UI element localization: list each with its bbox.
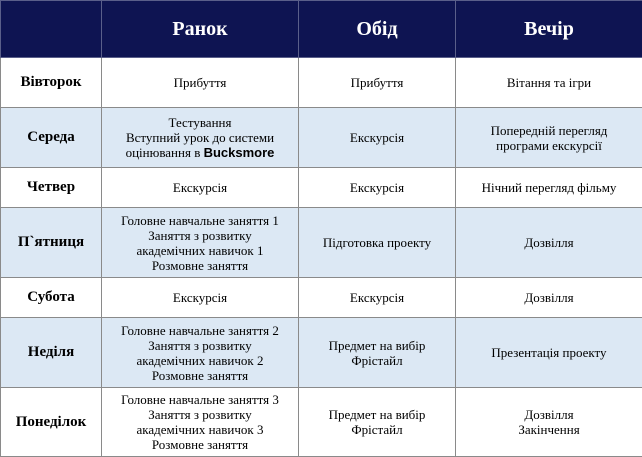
day-label: Середа: [1, 108, 102, 168]
cell-line: Тестування: [106, 115, 294, 130]
cell-line: Вітання та ігри: [460, 75, 638, 90]
table-row: [1, 208, 642, 278]
afternoon-cell: [299, 318, 456, 388]
morning-cell: [102, 278, 299, 318]
cell-line: Фрістайл: [303, 353, 451, 368]
afternoon-cell: [299, 278, 456, 318]
header-evening: Вечір: [456, 1, 642, 58]
cell-line: Розмовне заняття: [106, 368, 294, 383]
morning-cell: [102, 208, 299, 278]
cell-line: Дозвілля: [460, 235, 638, 250]
afternoon-cell: [299, 168, 456, 208]
table-row: [1, 168, 642, 208]
cell-line: Прибуття: [303, 75, 451, 90]
cell-line: Дозвілля: [460, 290, 638, 305]
cell-line-with-brand: [106, 145, 294, 160]
cell-line: Заняття з розвитку: [106, 407, 294, 422]
table-row: [1, 388, 642, 457]
afternoon-cell: [299, 388, 456, 457]
day-label: Четвер: [1, 168, 102, 208]
day-label: Понеділок: [1, 388, 102, 457]
table-row: [1, 58, 642, 108]
cell-line: Предмет на вибір: [303, 338, 451, 353]
cell-line: академічних навичок 3: [106, 422, 294, 437]
evening-cell: [456, 108, 642, 168]
cell-line: Фрістайл: [303, 422, 451, 437]
evening-cell: [456, 388, 642, 457]
cell-line: Розмовне заняття: [106, 258, 294, 273]
header-afternoon: Обід: [299, 1, 456, 58]
brand-name: Bucksmore: [204, 145, 275, 160]
morning-cell: [102, 168, 299, 208]
afternoon-cell: [299, 58, 456, 108]
cell-line: Прибуття: [106, 75, 294, 90]
cell-line: Нічний перегляд фільму: [460, 180, 638, 195]
cell-line: академічних навичок 2: [106, 353, 294, 368]
cell-line: Закінчення: [460, 422, 638, 437]
header-corner-cell: [1, 1, 102, 58]
evening-cell: [456, 168, 642, 208]
table-row: [1, 278, 642, 318]
evening-cell: [456, 58, 642, 108]
day-label: Неділя: [1, 318, 102, 388]
cell-line: Предмет на вибір: [303, 407, 451, 422]
afternoon-cell: [299, 208, 456, 278]
morning-cell: [102, 58, 299, 108]
cell-line: Головне навчальне заняття 2: [106, 323, 294, 338]
morning-cell: [102, 318, 299, 388]
cell-line: Екскурсія: [106, 180, 294, 195]
header-row: [1, 1, 642, 58]
cell-text: оцінювання в: [126, 145, 201, 160]
cell-line: академічних навичок 1: [106, 243, 294, 258]
cell-line: Екскурсія: [106, 290, 294, 305]
day-label: Субота: [1, 278, 102, 318]
cell-line: Екскурсія: [303, 180, 451, 195]
cell-line: Розмовне заняття: [106, 437, 294, 452]
cell-line: Підготовка проекту: [303, 235, 451, 250]
cell-line: Попередній перегляд: [460, 123, 638, 138]
afternoon-cell: [299, 108, 456, 168]
evening-cell: [456, 278, 642, 318]
cell-line: Презентація проекту: [460, 345, 638, 360]
day-label: П`ятниця: [1, 208, 102, 278]
cell-line: Заняття з розвитку: [106, 228, 294, 243]
evening-cell: [456, 318, 642, 388]
cell-line: Головне навчальне заняття 3: [106, 392, 294, 407]
cell-line: Екскурсія: [303, 290, 451, 305]
cell-line: Головне навчальне заняття 1: [106, 213, 294, 228]
day-label: Вівторок: [1, 58, 102, 108]
morning-cell: [102, 108, 299, 168]
evening-cell: [456, 208, 642, 278]
cell-line: Вступний урок до системи: [106, 130, 294, 145]
cell-line: Заняття з розвитку: [106, 338, 294, 353]
table-row: [1, 318, 642, 388]
cell-line: програми екскурсії: [460, 138, 638, 153]
header-morning: Ранок: [102, 1, 299, 58]
cell-line: Екскурсія: [303, 130, 451, 145]
table-row: [1, 108, 642, 168]
morning-cell: [102, 388, 299, 457]
cell-line: Дозвілля: [460, 407, 638, 422]
